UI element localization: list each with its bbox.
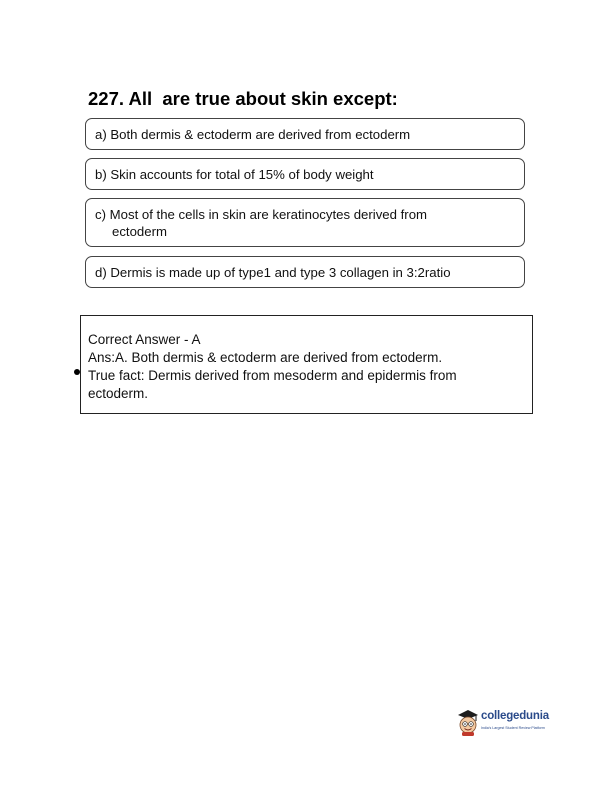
option-b[interactable] [85, 158, 525, 190]
option-d[interactable] [85, 256, 525, 288]
option-c[interactable] [85, 198, 525, 247]
true-fact-line-1: True fact: Dermis derived from mesoderm and epidermis from [88, 368, 457, 383]
question-title: 227. All are true about skin except: [88, 88, 398, 109]
option-a[interactable] [85, 118, 525, 150]
logo-tagline: India's Largest Student Review Platform [481, 726, 545, 730]
logo-wordmark: collegedunia [481, 710, 549, 722]
collegedunia-logo[interactable] [456, 709, 556, 739]
option-b-text: b) Skin accounts for total of 15% of body weight [95, 167, 374, 182]
mascot-icon [456, 709, 479, 737]
true-fact-line-2: ectoderm. [88, 386, 149, 401]
option-a-text: a) Both dermis & ectoderm are derived from ectoderm [95, 127, 411, 142]
answer-explanation: Ans:A. Both dermis & ectoderm are derived from ectoderm. [88, 350, 443, 365]
correct-answer: Correct Answer - A [88, 332, 201, 347]
option-c-text-cont: ectoderm [112, 224, 167, 239]
option-d-text: d) Dermis is made up of type1 and type 3 collagen in 3:2ratio [95, 265, 451, 280]
answer-box [80, 315, 533, 414]
option-c-text: c) Most of the cells in skin are keratinocytes derived from [95, 207, 428, 222]
